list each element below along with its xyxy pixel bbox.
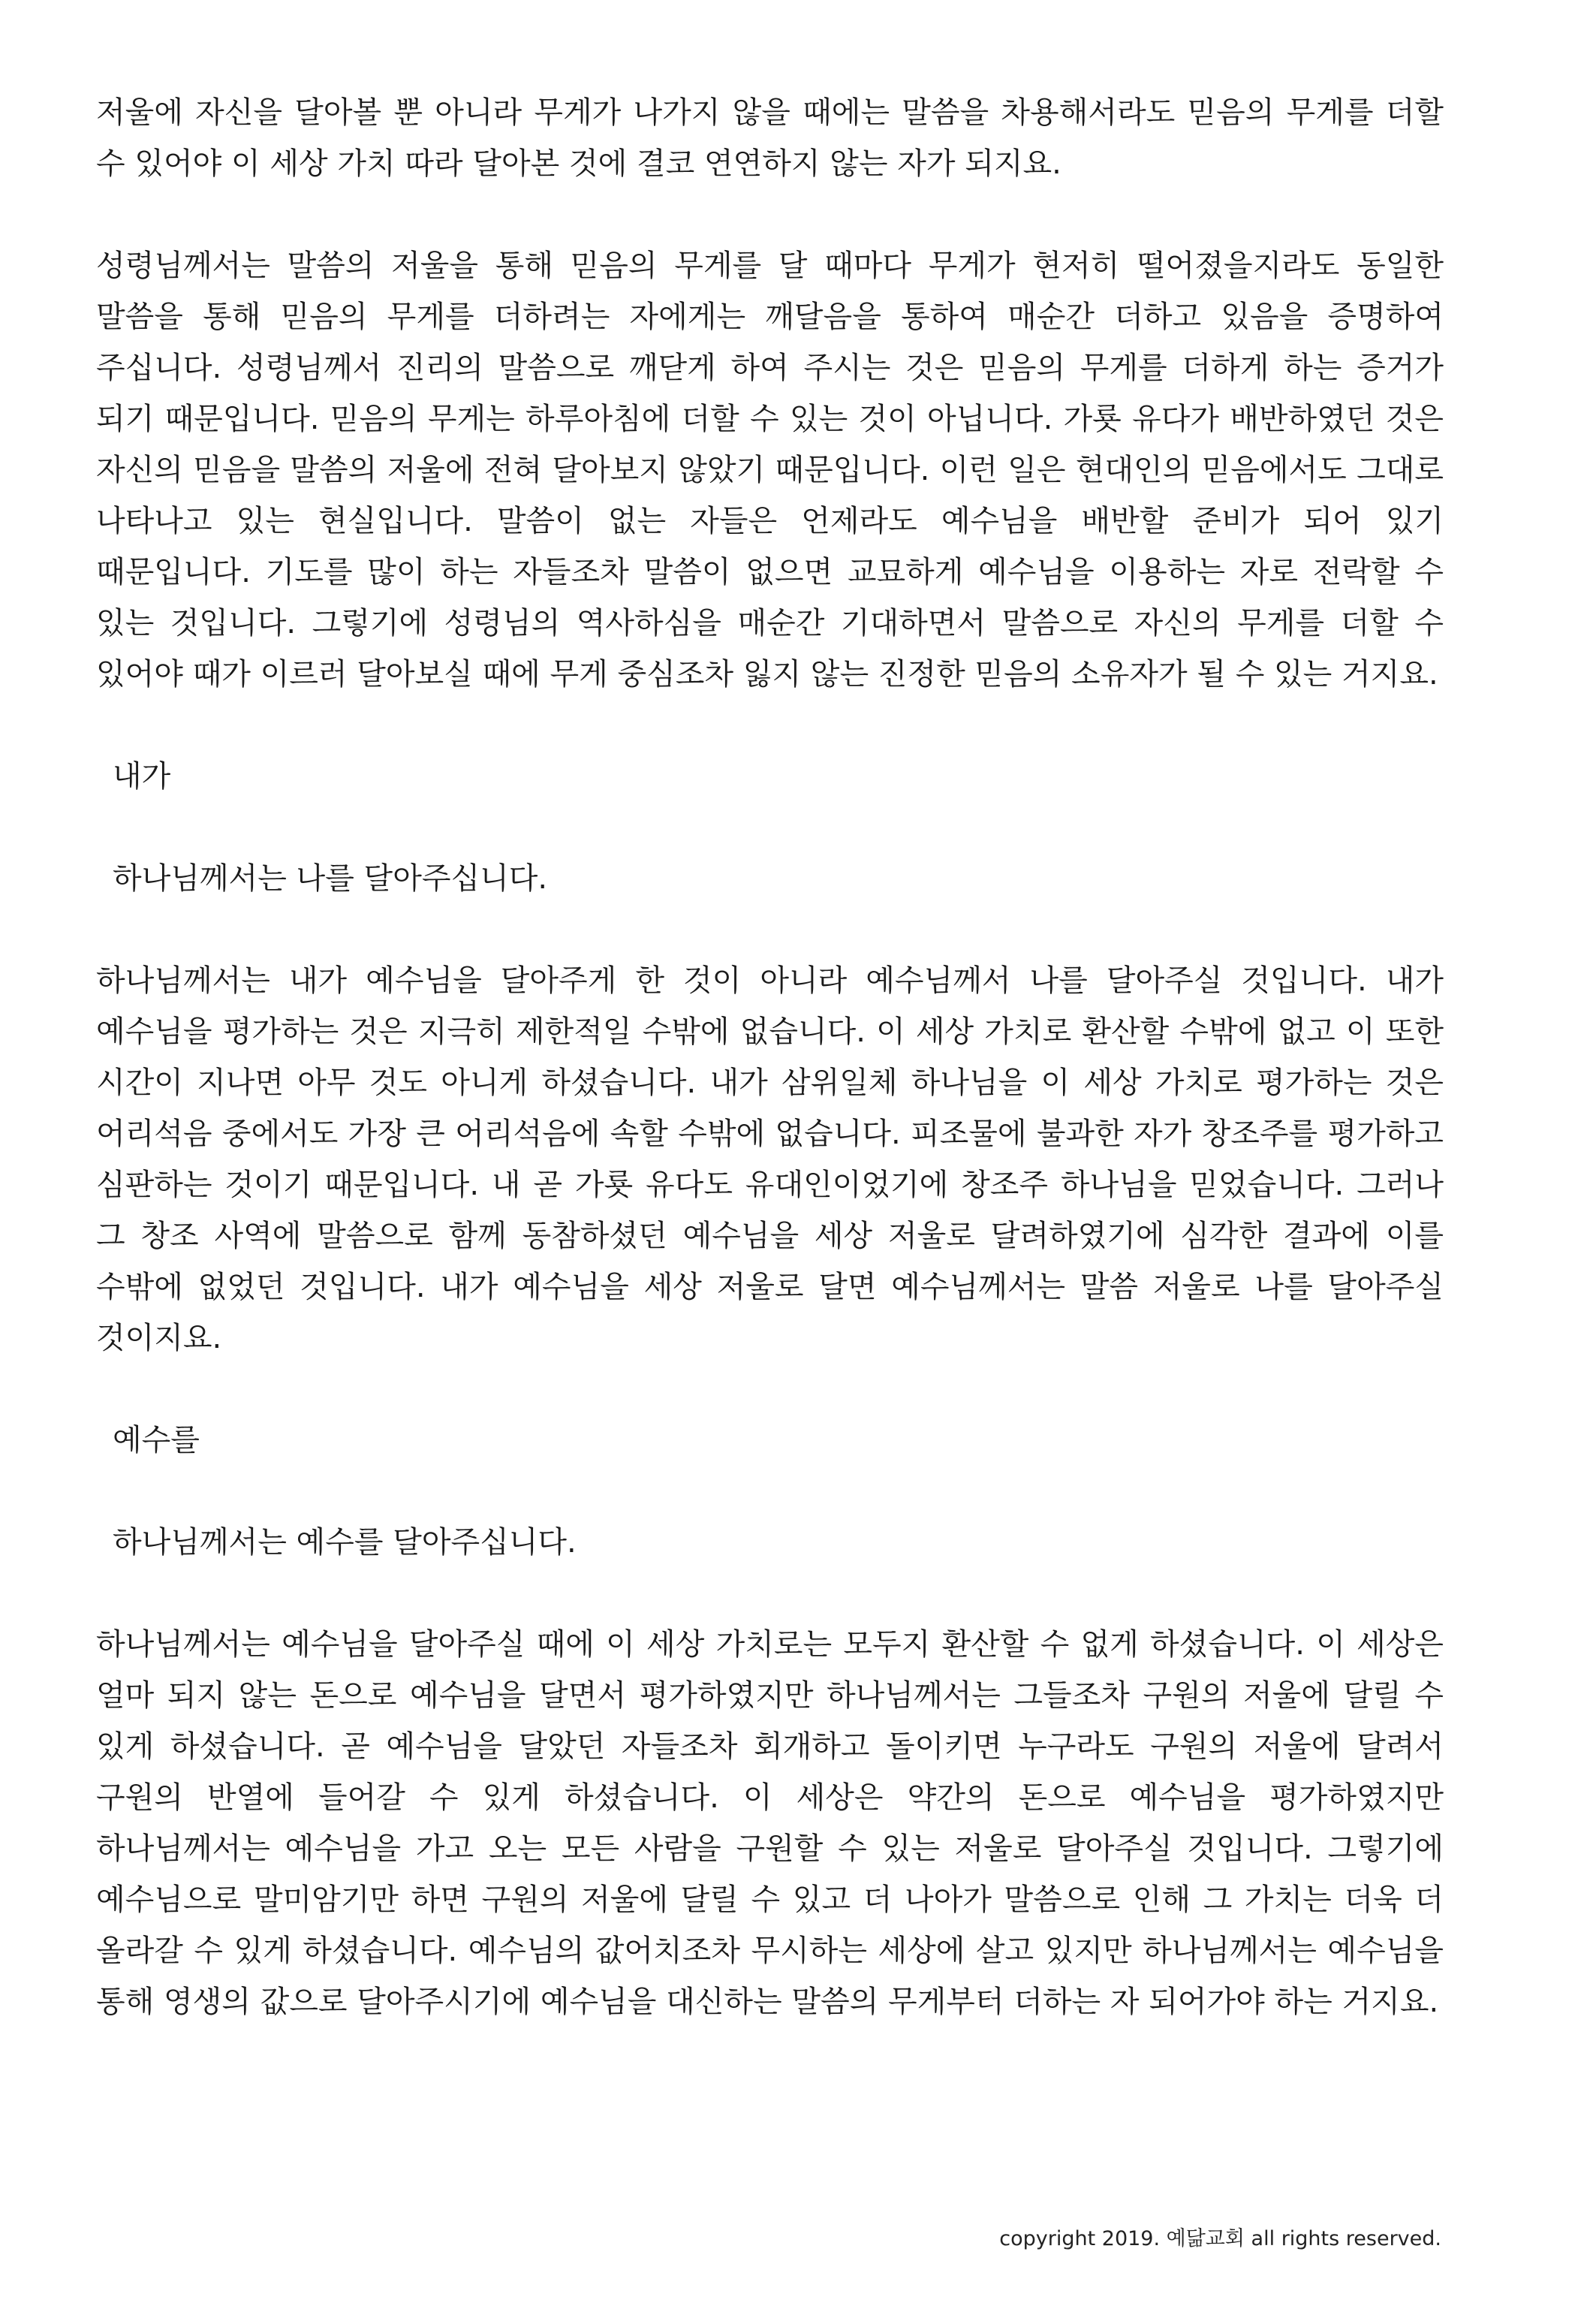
section-heading-naega: 내가 <box>113 759 171 794</box>
paragraph-spacer <box>96 1364 1444 1415</box>
paragraph-spacer <box>96 1466 1444 1517</box>
section-heading-yesureul: 예수를 <box>113 1423 200 1457</box>
section-subtitle-naega: 하나님께서는 나를 달아주십니다. <box>113 861 548 896</box>
paragraph-holy-spirit: 성령님께서는 말씀의 저울을 통해 믿음의 무게를 달 때마다 무게가 현저히 떨어졌을지라도 동일한 말씀을 통해 믿음의 무게를 더하려는 자에게는 깨달음을 통하여 매순간 더하고 있음을 증명하여 주십니다. 성령님께서 진리의 말씀으로 깨닫게 하여 주시는 것은 믿음의 무게를 더하게 하는 증거가 되기 때문입니다. 믿음의 무게는 하루아침에 더할 수 있는 것이 아닙니다. 가룟 유다가 배반하였던 것은 자신의 믿음을 말씀의 저울에 전혀 달아보지 않았기 때문입니다. 이런 일은 현대인의 믿음에서도 그대로 나타나고 있는 현실입니다. 말씀이 없는 자들은 언제라도 예수님을 배반할 준비가 되어 있기 때문입니다. 기도를 많이 하는 자들조차 말씀이 없으면 교묘하게 예수님을 이용하는 자로 전락할 수 있는 것입니다. 그렇기에 성령님의 역사하심을 매순간 기대하면서 말씀으로 자신의 무게를 더할 수 있어야 때가 이르러 달아보실 때에 무게 중심조차 잃지 않는 진정한 믿음의 소유자가 될 수 있는 거지요. <box>96 249 1444 692</box>
paragraph-spacer <box>96 1568 1444 1619</box>
document-body <box>96 87 1444 2027</box>
copyright-footer: copyright 2019. 예닮교회 all rights reserved. <box>999 2227 1441 2250</box>
section-subtitle-yesureul: 하나님께서는 예수를 달아주십니다. <box>113 1525 577 1560</box>
paragraph-intro: 저울에 자신을 달아볼 뿐 아니라 무게가 나가지 않을 때에는 말씀을 차용해서라도 믿음의 무게를 더할 수 있어야 이 세상 가치 따라 달아본 것에 결코 연연하지 않는 자가 되지요. <box>96 95 1444 181</box>
paragraph-spacer <box>96 700 1444 751</box>
paragraph-spacer <box>96 802 1444 853</box>
paragraph-spacer <box>96 189 1444 240</box>
paragraph-spacer <box>96 904 1444 955</box>
paragraph-naega: 하나님께서는 내가 예수님을 달아주게 한 것이 아니라 예수님께서 나를 달아주실 것입니다. 내가 예수님을 평가하는 것은 지극히 제한적일 수밖에 없습니다. 이 세상 가치로 환산할 수밖에 없고 이 또한 시간이 지나면 아무 것도 아니게 하셨습니다. 내가 삼위일체 하나님을 이 세상 가치로 평가하는 것은 어리석음 중에서도 가장 큰 어리석음에 속할 수밖에 없습니다. 피조물에 불과한 자가 창조주를 평가하고 심판하는 것이기 때문입니다. 내 곧 가룟 유다도 유대인이었기에 창조주 하나님을 믿었습니다. 그러나 그 창조 사역에 말씀으로 함께 동참하셨던 예수님을 세상 저울로 달려하였기에 심각한 결과에 이를 수밖에 없었던 것입니다. 내가 예수님을 세상 저울로 달면 예수님께서는 말씀 저울로 나를 달아주실 것이지요. <box>96 963 1444 1355</box>
paragraph-yesureul: 하나님께서는 예수님을 달아주실 때에 이 세상 가치로는 모두지 환산할 수 없게 하셨습니다. 이 세상은 얼마 되지 않는 돈으로 예수님을 달면서 평가하였지만 하나님께서는 그들조차 구원의 저울에 달릴 수 있게 하셨습니다. 곧 예수님을 달았던 자들조차 회개하고 돌이키면 누구라도 구원의 저울에 달려서 구원의 반열에 들어갈 수 있게 하셨습니다. 이 세상은 약간의 돈으로 예수님을 평가하였지만 하나님께서는 예수님을 가고 오는 모든 사람을 구원할 수 있는 저울로 달아주실 것입니다. 그렇기에 예수님으로 말미암기만 하면 구원의 저울에 달릴 수 있고 더 나아가 말씀으로 인해 그 가치는 더욱 더 올라갈 수 있게 하셨습니다. 예수님의 값어치조차 무시하는 세상에 살고 있지만 하나님께서는 예수님을 통해 영생의 값으로 달아주시기에 예수님을 대신하는 말씀의 무게부터 더하는 자 되어가야 하는 거지요. <box>96 1627 1444 2019</box>
